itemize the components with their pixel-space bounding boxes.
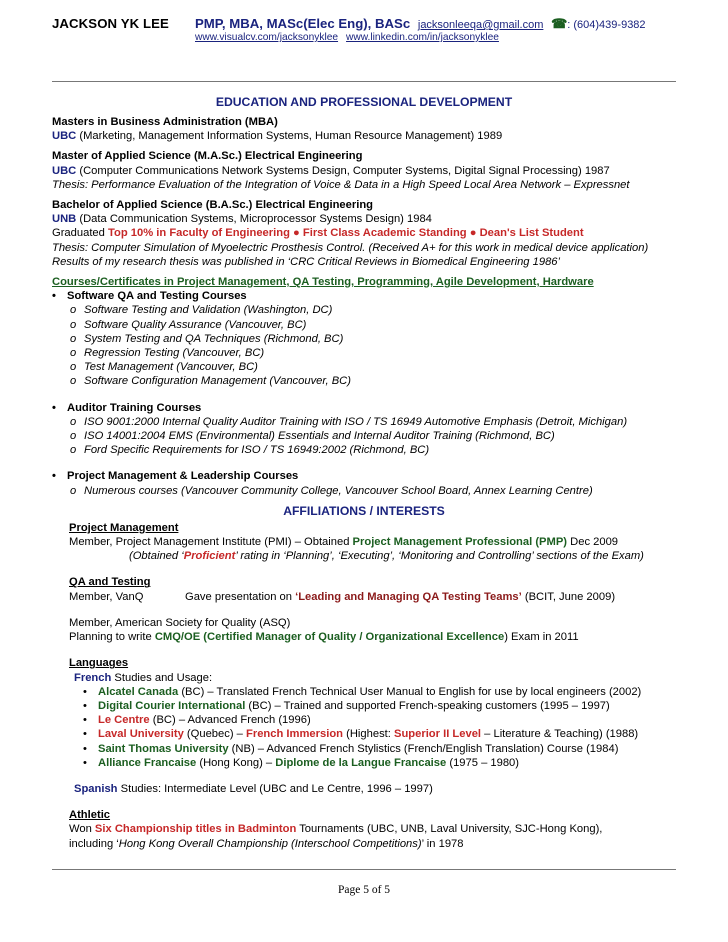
masc-degree: Master of Applied Science (M.A.Sc.) Electrical Engineering [52, 150, 363, 163]
course-item: o Numerous courses (Vancouver Community College, Vancouver School Board, Annex Learning Centre) [70, 484, 593, 497]
cmq-credential: CMQ/OE (Certified Manager of Quality / Organizational Excellence [154, 631, 505, 644]
athletic-line1: Won Six Championship titles in Badminton Tournaments (UBC, UNB, Laval University, SJC-Hong Kong), [69, 823, 603, 836]
credentials: PMP, MBA, MASc(Elec Eng), BASc [195, 16, 411, 31]
pm-courses [52, 469, 676, 497]
education-title: EDUCATION AND PROFESSIONAL DEVELOPMENT [215, 95, 513, 109]
course-item: o Software Testing and Validation (Washington, DC) [70, 304, 333, 317]
affiliation-athletic [52, 808, 676, 851]
header [52, 10, 676, 72]
pmp-rating: (Obtained ‘Proficient’ rating in ‘Planning’, ‘Executing’, ‘Monitoring and Controlling’ sections of the Exam) [129, 550, 644, 563]
profile-links [195, 32, 499, 43]
cmq-plan: Planning to write CMQ/OE (Certified Manager of Quality / Organizational Excellence) Exam in 2011 [69, 631, 579, 644]
spanish-label: Spanish [74, 782, 118, 795]
basc-degree: Bachelor of Applied Science (B.A.Sc.) Electrical Engineering [52, 199, 373, 212]
pmi-membership: Member, Project Management Institute (PMI) – Obtained Project Management Professional (PMP) Dec 2009 [69, 536, 619, 549]
visualcv-link[interactable]: www.visualcv.com/jacksonyklee [195, 32, 339, 43]
french-line: French Studies and Usage: [74, 671, 213, 684]
page-number: Page 5 of 5 [337, 884, 391, 896]
course-item: o System Testing and QA Techniques (Richmond, BC) [70, 332, 344, 345]
courses-heading: Courses/Certificates in Project Management, QA Testing, Programming, Agile Development, Hardware [52, 276, 594, 289]
qa-heading: QA and Testing [69, 576, 151, 589]
affiliation-pm [52, 521, 676, 564]
linkedin-link[interactable]: www.linkedin.com/in/jacksonyklee [346, 32, 499, 43]
basc-thesis: Thesis: Computer Simulation of Myoelectric Prosthesis Control. (Received A+ for this work in medical device application) [52, 241, 649, 254]
masc-school: UBC [52, 164, 77, 177]
affiliation-qa [52, 575, 676, 644]
french-item: • Alcatel Canada (BC) – Translated French Technical User Manual to English for use by local engineers (2002) [83, 685, 642, 698]
spanish-line: Spanish Studies: Intermediate Level (UBC and Le Centre, 1996 – 1997) [74, 782, 433, 795]
badminton-titles: Six Championship titles in Badminton [94, 823, 297, 836]
languages-heading: Languages [69, 657, 129, 670]
basc-publication: Results of my research thesis was published in ‘CRC Critical Reviews in Biomedical Engineering 1986’ [52, 255, 561, 268]
mba-entry [52, 115, 676, 143]
course-item: o Software Configuration Management (Vancouver, BC) [70, 375, 351, 388]
honor-top10: Top 10% in Faculty of Engineering [107, 227, 290, 240]
vanq-presentation: ‘Leading and Managing QA Testing Teams’ [295, 590, 522, 603]
auditor-title: Auditor Training Courses [67, 401, 202, 414]
mba-degree: Masters in Business Administration (MBA) [52, 116, 278, 128]
athletic-heading: Athletic [69, 809, 111, 822]
french-item-laval: • Laval University (Quebec) – French Immersion (Highest: Superior II Level – Literature & Teaching) (1988) [83, 728, 639, 741]
bullet: • [52, 470, 56, 483]
mba-school: UBC [52, 130, 77, 143]
honor-first-class: First Class Academic Standing [302, 227, 467, 240]
course-item: o ISO 9001:2000 Internal Quality Auditor Training with ISO / TS 16949 Automotive Emphasis (Detroit, Michigan) [70, 415, 628, 428]
french-item: • Le Centre (BC) – Advanced French (1996) [83, 714, 311, 727]
course-item: o Regression Testing (Vancouver, BC) [70, 347, 265, 360]
course-item: o Software Quality Assurance (Vancouver, BC) [70, 318, 307, 331]
basc-entry [52, 198, 676, 269]
french-item: • Saint Thomas University (NB) – Advanced French Stylistics (French/English Translation) Course (1984) [83, 742, 619, 755]
auditor-courses [52, 401, 676, 458]
athletic-line2: including ‘Hong Kong Overall Championship (Interschool Competitions)’ in 1978 [69, 837, 464, 850]
course-item: o ISO 14001:2004 EMS (Environmental) Essentials and Internal Auditor Training (Richmond, BC) [70, 430, 555, 443]
footer-divider [52, 869, 676, 870]
asq-membership: Member, American Society for Quality (ASQ) [69, 616, 291, 629]
basc-school: UNB [52, 213, 77, 226]
basc-honors: Graduated Top 10% in Faculty of Engineering ● First Class Academic Standing ● Dean's List Student [52, 227, 584, 240]
affiliations-title: AFFILIATIONS / INTERESTS [283, 503, 445, 518]
bullet: • [52, 290, 56, 303]
basc-details: UNB (Data Communication Systems, Microprocessor Systems Design) 1984 [52, 213, 432, 226]
header-divider [52, 81, 676, 82]
affiliation-languages [52, 656, 676, 796]
french-item-alliance: • Alliance Francaise (Hong Kong) – Diplome de la Langue Francaise (1975 – 1980) [83, 756, 520, 769]
candidate-name: JACKSON YK LEE [52, 16, 169, 31]
proficient-rating: Proficient [183, 550, 236, 563]
honor-deans-list: Dean's List Student [479, 227, 584, 240]
software-qa-courses [52, 289, 676, 388]
telephone-icon: ☎ [551, 16, 568, 31]
masc-entry [52, 149, 676, 192]
resume-page [52, 10, 676, 896]
mba-details: UBC (Marketing, Management Information Systems, Human Resource Management) 1989 [52, 130, 503, 143]
bullet: • [52, 401, 56, 414]
course-item: o Test Management (Vancouver, BC) [70, 361, 258, 374]
masc-details: UBC (Computer Communications Network Systems Design, Computer Systems, Digital Signal Processing) 1987 [52, 164, 610, 177]
vanq-membership: Member, VanQ Gave presentation on ‘Leading and Managing QA Testing Teams’ (BCIT, June 2009) [69, 590, 616, 603]
masc-thesis: Thesis: Performance Evaluation of the Integration of Voice & Data in a High Speed Local Area Network – Expressnet [52, 178, 630, 191]
phone-number: : (604)439-9382 [567, 19, 646, 31]
software-qa-title: Software QA and Testing Courses [67, 290, 247, 303]
pm-courses-title: Project Management & Leadership Courses [67, 470, 299, 483]
email-link[interactable]: jacksonleeqa@gmail.com [417, 19, 544, 31]
french-item: • Digital Courier International (BC) – Trained and supported French-speaking customers (1995 – 1997) [83, 699, 610, 712]
course-item: o Ford Specific Requirements for ISO / TS 16949:2002 (Richmond, BC) [70, 444, 430, 457]
pmp-credential: Project Management Professional (PMP) [352, 536, 568, 549]
pm-heading: Project Management [69, 521, 179, 534]
french-label: French [74, 671, 112, 684]
credentials-line [195, 16, 646, 32]
